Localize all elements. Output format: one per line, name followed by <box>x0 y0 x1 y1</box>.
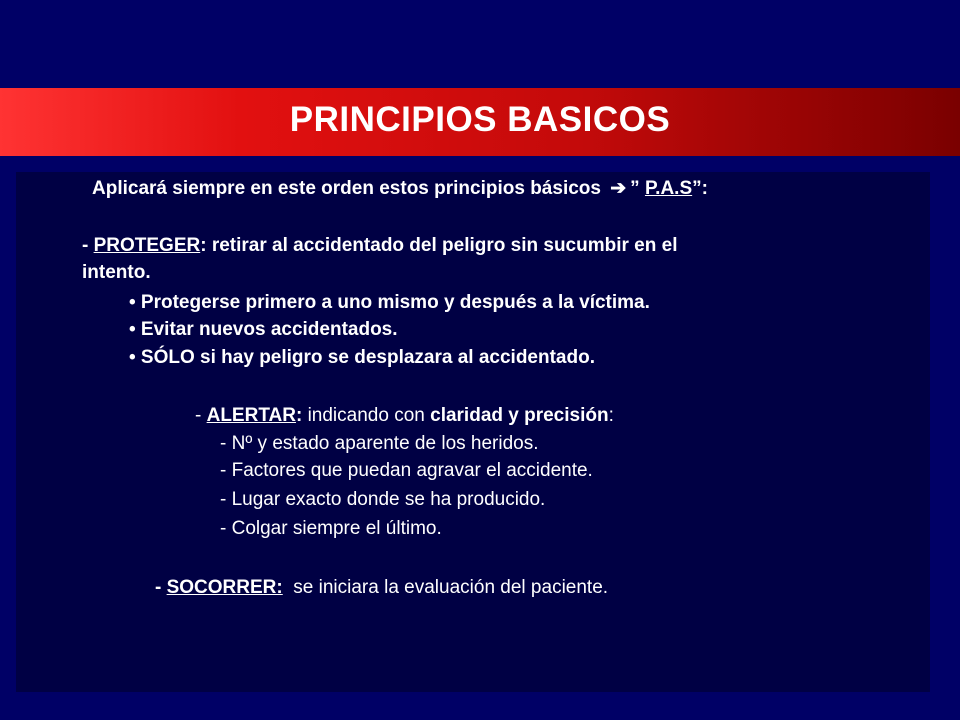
proteger-dash: - <box>82 235 94 256</box>
proteger-label: PROTEGER <box>93 235 201 256</box>
socorrer-dash: - <box>155 577 167 598</box>
intro-acronym: P.A.S <box>644 178 693 199</box>
proteger-text-1: : retirar al accidentado del peligro sin sucumbir en el <box>200 235 678 256</box>
intro-text: Aplicará siempre en este orden estos principios básicos <box>92 178 601 199</box>
alertar-emphasis: claridad y precisión <box>430 405 609 426</box>
alertar-text-a: indicando con <box>302 405 431 426</box>
proteger-line-1 <box>82 235 677 257</box>
intro-close: ”: <box>692 178 708 199</box>
alertar-dash: - <box>195 405 207 426</box>
alertar-line <box>195 405 614 427</box>
alertar-item-4: - Colgar siempre el último. <box>220 518 442 539</box>
socorrer-label: SOCORRER: <box>166 577 283 598</box>
proteger-bullet-1: • Protegerse primero a uno mismo y después a la víctima. <box>129 292 650 313</box>
alertar-item-2: - Factores que puedan agravar el accidente. <box>220 460 593 481</box>
alertar-colon: : <box>295 405 303 426</box>
alertar-item-1: - Nº y estado aparente de los heridos. <box>220 433 539 454</box>
proteger-bullet-2: • Evitar nuevos accidentados. <box>129 319 398 340</box>
right-arrow-icon: ➔ <box>610 178 627 199</box>
alertar-item-3: - Lugar exacto donde se ha producido. <box>220 489 546 510</box>
socorrer-text: se iniciara la evaluación del paciente. <box>282 577 609 598</box>
intro-open-quote: ” <box>630 178 640 199</box>
alertar-label: ALERTAR <box>206 405 296 426</box>
proteger-line-2: intento. <box>82 262 151 283</box>
alertar-text-b: : <box>608 405 614 426</box>
slide-title: PRINCIPIOS BASICOS <box>289 100 671 139</box>
socorrer-line <box>155 577 608 599</box>
proteger-bullet-3: • SÓLO si hay peligro se desplazara al accidentado. <box>129 347 595 368</box>
title-bar <box>0 88 960 156</box>
intro-line <box>92 177 708 200</box>
